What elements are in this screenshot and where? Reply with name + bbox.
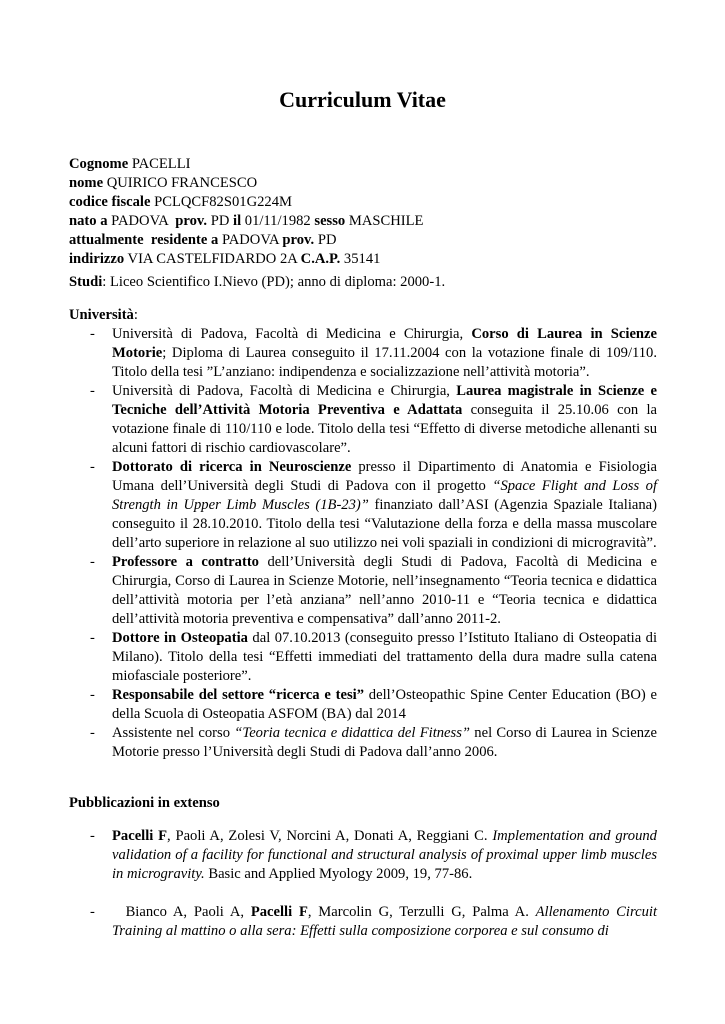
universita-section (69, 306, 657, 762)
item-text: dal 07.10.2013 (conseguito presso l’Istituto Italiano di Osteopatia di Milano). Titolo della tesi “Effetti immediati del trattamento della dura madre sulla catena miofasciale posteriore”. (112, 630, 657, 684)
il-value: 01/11/1982 (244, 213, 311, 229)
item-text: Assistente nel corso (112, 725, 235, 741)
prov-label: prov. (175, 213, 208, 229)
item-text: ; Diploma di Laurea conseguito il 17.11.2004 con la votazione finale di 109/110. Titolo della tesi ”L’anziano: indipendenza e socializzazione nell’attività motoria”. (112, 345, 657, 380)
nome-line (69, 174, 657, 193)
cap-label: C.A.P. (300, 251, 341, 267)
nato-value: PADOVA (111, 213, 168, 229)
item-text: finanziato dall’ASI (Agenzia Spaziale Italiana) conseguito il 28.10.2010. Titolo della tesi “Valutazione della forza e della massa muscolare dell’arto superiore in relazione al suo utilizzo nei voli spaziali in condizioni di microgravità”. (112, 497, 657, 551)
nascita-line (69, 212, 657, 231)
cap-value: 35141 (343, 251, 381, 267)
item-text: conseguita il 25.10.06 con la votazione finale di 110/110 e lode. Titolo della tesi “Effetto di diverse metodiche allenanti su alcuni fattori di rischio cardiovascolare”. (112, 402, 657, 456)
indirizzo-label: indirizzo (69, 251, 125, 267)
item-text: Università di Padova, Facoltà di Medicina e Chirurgia, (112, 383, 457, 399)
list-item (69, 325, 657, 382)
list-item (69, 827, 657, 884)
item-italic: “Teoria tecnica e didattica del Fitness” (234, 725, 471, 741)
universita-colon: : (133, 307, 138, 323)
list-item (69, 903, 657, 941)
sesso-label: sesso (314, 213, 346, 229)
list-item (69, 686, 657, 724)
item-bold: Responsabile del settore “ricerca e tesi” (112, 687, 365, 703)
sesso-value: MASCHILE (348, 213, 424, 229)
pubblicazioni-section (69, 794, 657, 813)
item-text: Università di Padova, Facoltà di Medicina e Chirurgia, (112, 326, 472, 342)
codice-fiscale-line (69, 193, 657, 212)
codice-fiscale-label: codice fiscale (69, 194, 151, 210)
studi-label: Studi (69, 274, 103, 290)
page-title: Curriculum Vitae (279, 87, 446, 112)
residente-value: PADOVA (221, 232, 279, 248)
nome-label: nome (69, 175, 104, 191)
item-italic: Allenamento Circuit Training al mattino o alla sera: Effetti sulla composizione corporea e sul consumo di (112, 904, 657, 939)
prov-value: PD (210, 213, 230, 229)
universita-label: Università (69, 307, 134, 323)
il-label: il (233, 213, 242, 229)
universita-list (69, 325, 657, 762)
item-text: dell’Università degli Studi di Padova, Facoltà di Medicina e Chirurgia, Corso di Laurea in Scienze Motorie, nell’insegnamento “Teoria tecnica e didattica dell’attività motoria per l’età anziana” nell’anno 2010-11 e “Teoria tecnica e didattica dell’attività motoria preventiva e compensativa” dall’anno 2011-2. (112, 554, 657, 627)
nato-label: nato a (69, 213, 108, 229)
pubblicazioni-heading: Pubblicazioni in extenso (69, 795, 220, 811)
item-text: Bianco A, Paoli A, (112, 904, 251, 920)
author-bold: Pacelli F (250, 904, 308, 920)
item-text: presso il Dipartimento di Anatomia e Fisiologia Umana dell’Università degli Studi di Padova con il progetto (112, 459, 657, 494)
item-bold: Professore a contratto (112, 554, 259, 570)
item-bold: Dottorato di ricerca in Neuroscienze (112, 459, 352, 475)
item-text: , Paoli A, Zolesi V, Norcini A, Donati A, Reggiani C. (167, 828, 493, 844)
cognome-label: Cognome (69, 156, 129, 172)
item-text: , Marcolin G, Terzulli G, Palma A. (307, 904, 536, 920)
item-text: nel Corso di Laurea in Scienze Motorie presso l’Università degli Studi di Padova dall’anno 2006. (112, 725, 657, 760)
list-item (69, 553, 657, 629)
item-italic: “Space Flight and Loss of Strength in Upper Limb Muscles (1B-23)” (112, 478, 658, 513)
cognome-value: PACELLI (131, 156, 191, 172)
studi-section (69, 273, 657, 292)
studi-text: : Liceo Scientifico I.Nievo (PD); anno di diploma: 2000-1. (102, 274, 446, 290)
residenza-line (69, 231, 657, 250)
indirizzo-line (69, 250, 657, 269)
cognome-line (69, 155, 657, 174)
prov2-label: prov. (282, 232, 315, 248)
item-bold: Corso di Laurea in Scienze Motorie (112, 326, 657, 361)
prov2-value: PD (317, 232, 337, 248)
personal-data (69, 155, 657, 269)
codice-fiscale-value: PCLQCF82S01G224M (154, 194, 292, 210)
item-text: dell’Osteopathic Spine Center Education (BO) e della Scuola di Osteopatia ASFOM (BA) dal 2014 (112, 687, 658, 722)
list-item (69, 458, 657, 553)
nome-value: QUIRICO FRANCESCO (106, 175, 258, 191)
pubblicazioni-list-wrap (69, 827, 657, 941)
item-italic: Implementation and ground validation of a facility for functional and structural analysis of proximal upper limb muscles in microgravity. (112, 828, 657, 882)
list-item (69, 382, 657, 458)
item-bold: Laurea magistrale in Scienze e Tecniche dell’Attività Motoria Preventiva e Adattata (112, 383, 657, 418)
list-item (69, 629, 657, 686)
indirizzo-value: VIA CASTELFIDARDO 2A (127, 251, 297, 267)
item-text: Basic and Applied Myology 2009, 19, 77-86. (204, 866, 473, 882)
list-item (69, 724, 657, 762)
item-bold: Dottore in Osteopatia (112, 630, 248, 646)
residente-label: attualmente residente a (69, 232, 219, 248)
pubblicazioni-list (69, 827, 657, 941)
author-bold: Pacelli F (112, 828, 168, 844)
